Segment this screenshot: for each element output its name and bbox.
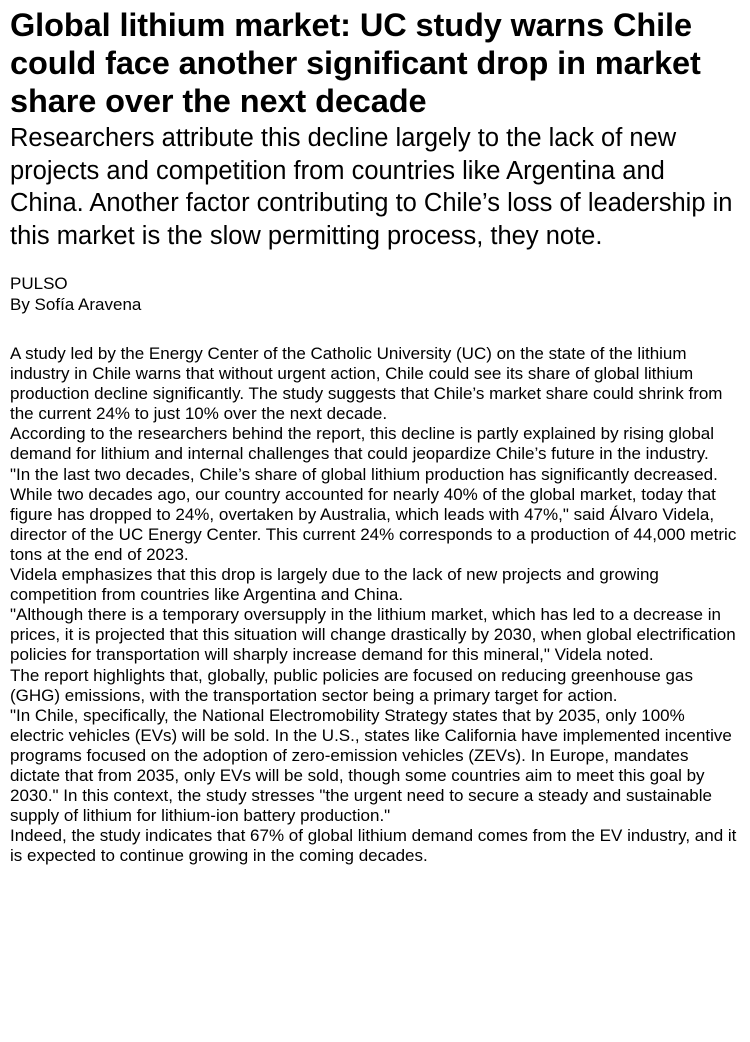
paragraph: "Although there is a temporary oversupply in the lithium market, which has led to a decrease in prices, it is projected that this situation will change drastically by 2030, when global electrification policies for transportation will sharply increase demand for this mineral," Videla noted. [10,605,736,665]
headline: Global lithium market: UC study warns Chile could face another significant drop in market share over the next decade [10,7,701,119]
byline: By Sofía Aravena [10,294,142,314]
article-body [10,344,740,866]
paragraph: Videla emphasizes that this drop is largely due to the lack of new projects and growing competition from countries like Argentina and China. [10,565,659,605]
paragraph: "In Chile, specifically, the National Electromobility Strategy states that by 2035, only 100% electric vehicles (EVs) will be sold. In the U.S., states like California have implemented incentive programs focused on the adoption of zero-emission vehicles (ZEVs). In Europe, mandates dictate that from 2035, only EVs will be sold, though some countries aim to meet this goal by 2030." In this context, the study stresses "the urgent need to secure a steady and sustainable supply of lithium for lithium-ion battery production." [10,705,732,826]
source-label: PULSO [10,274,68,293]
paragraph: A study led by the Energy Center of the Catholic University (UC) on the state of the lithium industry in Chile warns that without urgent action, Chile could see its share of global lithium production decline significantly. The study suggests that Chile’s market share could shrink from the current 24% to just 10% over the next decade. [10,344,723,424]
subheadline: Researchers attribute this decline largely to the lack of new projects and competition from countries like Argentina and China. Another factor contributing to Chile’s loss of leadership in this market is the slow permitting process, they note. [10,124,733,250]
paragraph: Indeed, the study indicates that 67% of global lithium demand comes from the EV industry, and it is expected to continue growing in the coming decades. [10,826,737,866]
paragraph: The report highlights that, globally, public policies are focused on reducing greenhouse gas (GHG) emissions, with the transportation sector being a primary target for action. [10,665,693,705]
paragraph: "In the last two decades, Chile’s share of global lithium production has significantly decreased. While two decades ago, our country accounted for nearly 40% of the global market, today that figure has dropped to 24%, overtaken by Australia, which leads with 47%," said Álvaro Videla, director of the UC Energy Center. This current 24% corresponds to a production of 44,000 metric tons at the end of 2023. [10,464,737,564]
article-meta [10,274,740,315]
paragraph: According to the researchers behind the report, this decline is partly explained by rising global demand for lithium and internal challenges that could jeopardize Chile’s future in the industry. [10,424,715,464]
